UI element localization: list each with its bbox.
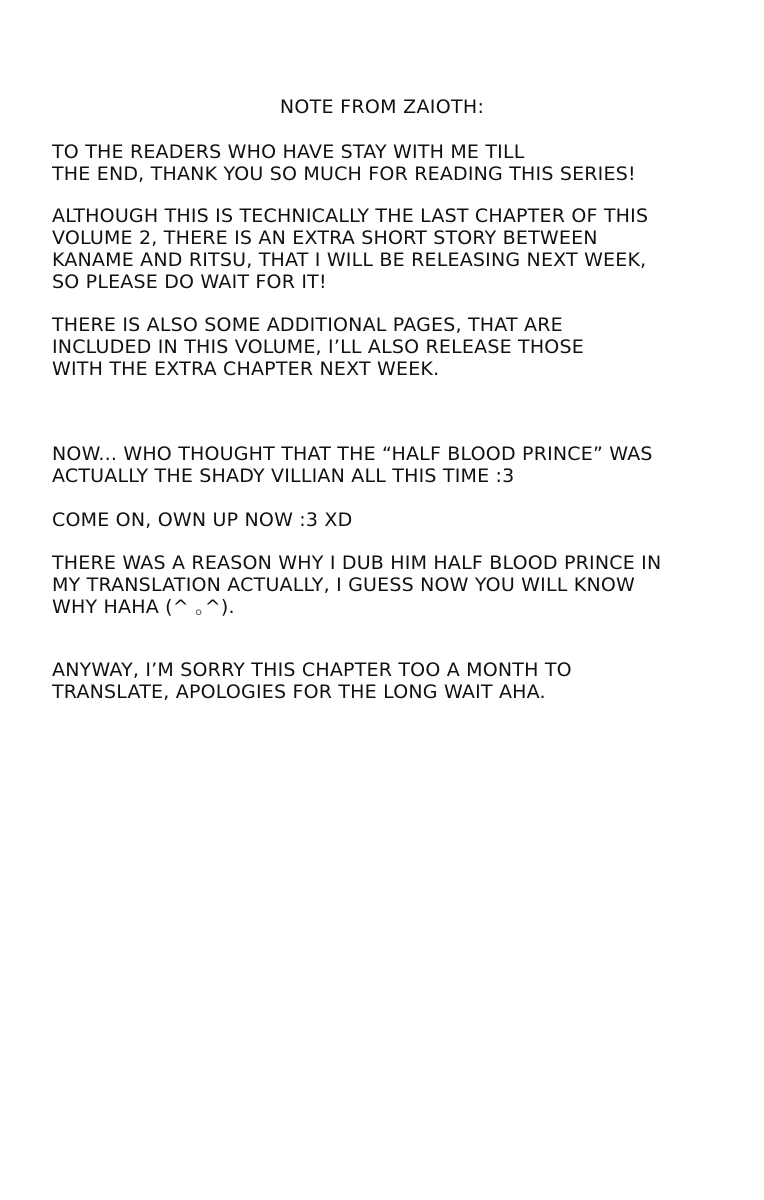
note-line: NOW... WHO THOUGHT THAT THE “HALF BLOOD PRINCE” WAS — [52, 443, 653, 465]
note-line: INCLUDED IN THIS VOLUME, I’LL ALSO RELEASE THOSE — [52, 336, 584, 358]
note-line: THE END, THANK YOU SO MUCH FOR READING THIS SERIES! — [52, 163, 636, 185]
note-line: SO PLEASE DO WAIT FOR IT! — [52, 271, 327, 293]
note-paragraph-additional-pages — [52, 314, 732, 380]
note-line: WHY HAHA (^ ｡^). — [52, 596, 235, 618]
note-line: ACTUALLY THE SHADY VILLIAN ALL THIS TIME :3 — [52, 465, 515, 487]
note-line: MY TRANSLATION ACTUALLY, I GUESS NOW YOU WILL KNOW — [52, 574, 635, 596]
note-line: THERE IS ALSO SOME ADDITIONAL PAGES, THAT ARE — [52, 314, 563, 336]
note-line: THERE WAS A REASON WHY I DUB HIM HALF BLOOD PRINCE IN — [52, 552, 662, 574]
note-line: VOLUME 2, THERE IS AN EXTRA SHORT STORY BETWEEN — [52, 227, 598, 249]
note-paragraph-apology — [52, 659, 732, 703]
note-line: COME ON, OWN UP NOW :3 XD — [52, 509, 353, 531]
note-paragraph-half-blood-prince — [52, 443, 732, 487]
note-paragraph-thanks — [52, 141, 732, 185]
note-line: TRANSLATE, APOLOGIES FOR THE LONG WAIT AHA. — [52, 681, 546, 703]
note-line: ANYWAY, I’M SORRY THIS CHAPTER TOO A MONTH TO — [52, 659, 572, 681]
note-paragraph-last-chapter — [52, 205, 732, 293]
note-line: TO THE READERS WHO HAVE STAY WITH ME TILL — [52, 141, 525, 163]
note-paragraph-own-up — [52, 509, 732, 531]
note-line: KANAME AND RITSU, THAT I WILL BE RELEASING NEXT WEEK, — [52, 249, 647, 271]
note-line: WITH THE EXTRA CHAPTER NEXT WEEK. — [52, 358, 440, 380]
note-line: ALTHOUGH THIS IS TECHNICALLY THE LAST CHAPTER OF THIS — [52, 205, 649, 227]
note-title: NOTE FROM ZAIOTH: — [279, 96, 485, 118]
note-paragraph-reason — [52, 552, 732, 618]
